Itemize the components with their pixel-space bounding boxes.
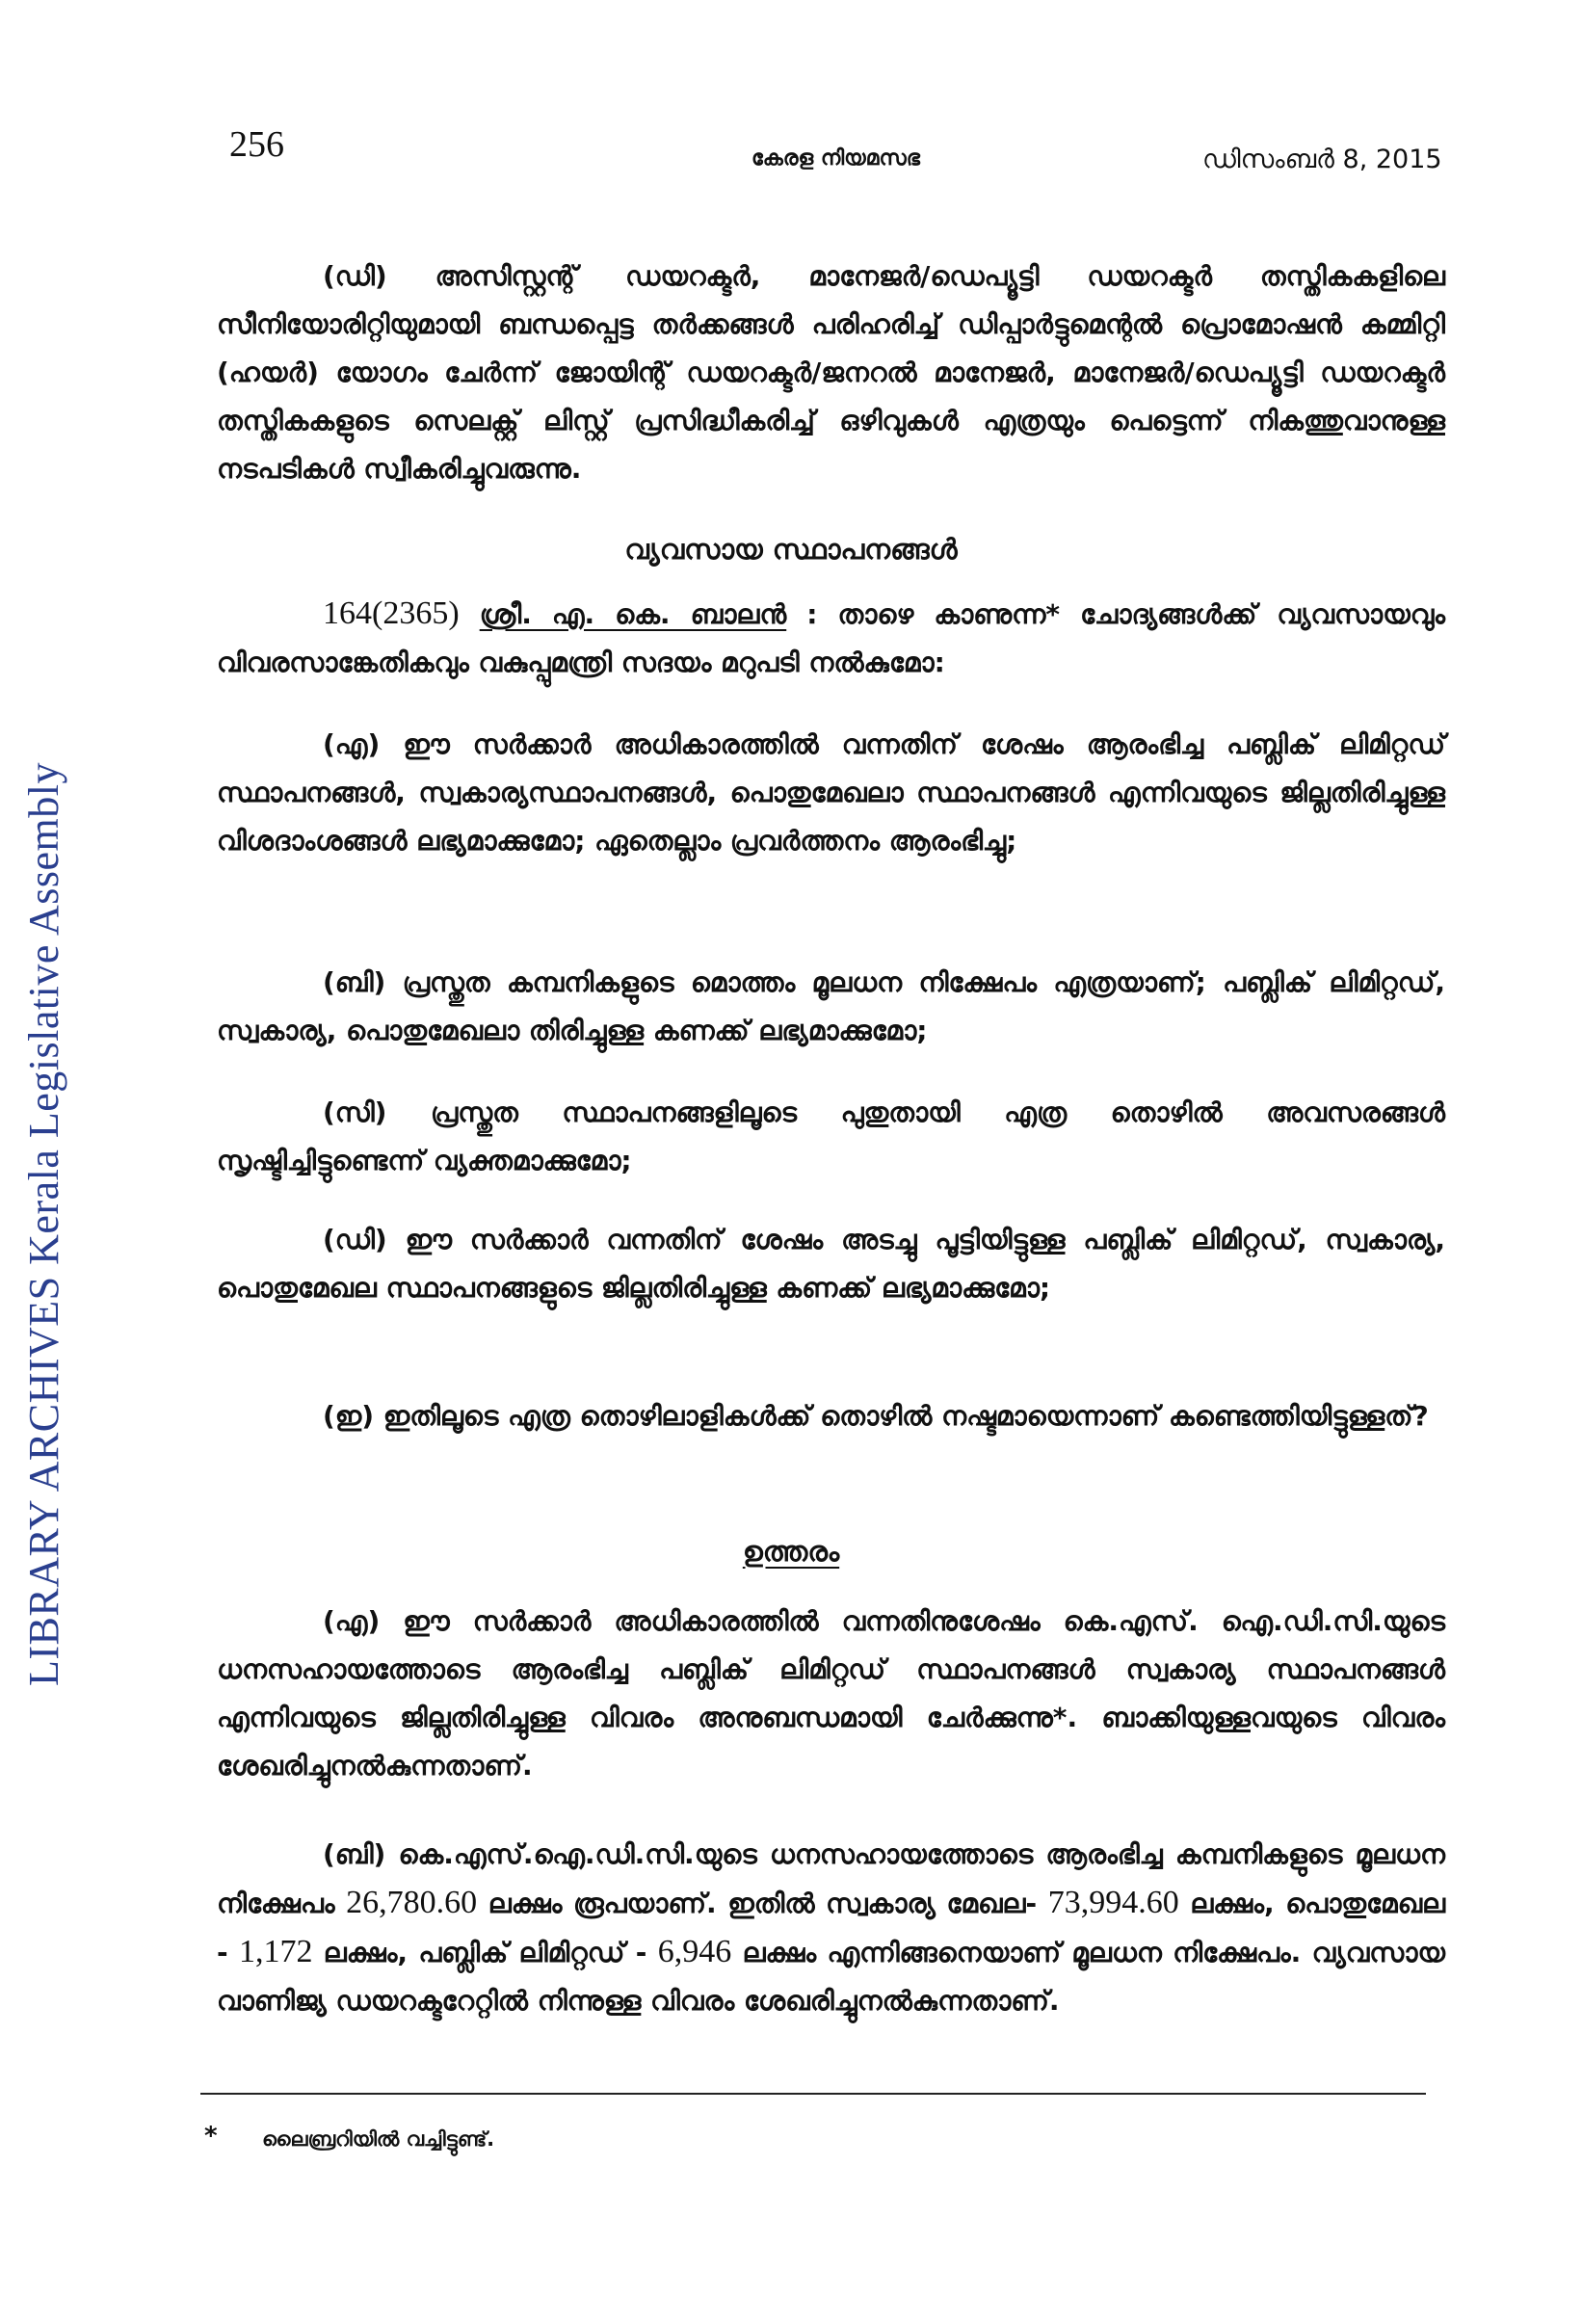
answer-part-a: (എ) ഈ സർക്കാർ അധികാരത്തിൽ വന്നതിനുശേഷം കെ.എസ്. ഐ.ഡി.സി.യുടെ ധനസഹായത്തോടെ ആരംഭിച്ച പബ്ലിക് ലിമിറ്റഡ് സ്ഥാപനങ്ങൾ സ്വകാര്യ സ്ഥാപനങ്ങൾ എന്നിവയുടെ ജില്ലതിരിച്ചുള്ള വിവരം അനുബന്ധമായി ചേർക്കുന്നു*. ബാക്കിയുള്ളവയുടെ വിവരം ശേഖരിച്ചുനൽകുന്നതാണ്. xyxy=(217,1605,1445,1782)
question-part-b: (ബി) പ്രസ്തുത കമ്പനികളുടെ മൊത്തം മൂലധന നിക്ഷേപം എത്രയാണ്; പബ്ലിക് ലിമിറ്റഡ്, സ്വകാര്യ, പൊതുമേഖലാ തിരിച്ചുള്ള കണക്ക് ലഭ്യമാക്കുമോ; xyxy=(217,966,1445,1046)
capital-limited: 6,946 xyxy=(657,1934,732,1969)
question-intro-text: : താഴെ കാണുന്ന* ചോദ്യങ്ങൾക്ക് വ്യവസായവും വിവരസാങ്കേതികവും വകുപ്പുമന്ത്രി സദയം മറുപടി നൽകുമോ: xyxy=(217,598,1446,678)
answer-part-b: (ബി) കെ.എസ്.ഐ.ഡി.സി.യുടെ ധനസഹായത്തോടെ ആരംഭിച്ച കമ്പനികളുടെ മൂലധന നിക്ഷേപം 26,780.60 ലക്ഷം രൂപയാണ്. ഇതിൽ സ്വകാര്യ മേഖല- 73,994.60 ലക്ഷം, പൊതുമേഖല - 1,172 ലക്ഷം, പബ്ലിക് ലിമിറ്റഡ് - 6,946 ലക്ഷം എന്നിങ്ങനെയാണ് മൂലധന നിക്ഷേപം. വ്യവസായ വാണിജ്യ ഡയറക്ടറേറ്റിൽ നിന്നുള്ള വിവരം ശേഖരിച്ചുനൽകുന്നതാണ്. xyxy=(217,1838,1446,2017)
archive-watermark: LIBRARY ARCHIVES Kerala Legislative Assembly xyxy=(20,762,67,1686)
answer-heading: ഉത്തരം xyxy=(742,1535,840,1568)
question-number: 164(2365) xyxy=(323,595,460,631)
question-intro xyxy=(217,590,1445,687)
question-part-e: (ഇ) ഇതിലൂടെ എത്ര തൊഴിലാളികൾക്ക് തൊഴിൽ നഷ്ടമായെന്നാണ് കണ്ടെത്തിയിട്ടുള്ളത്? xyxy=(323,1400,1429,1432)
capital-public: 1,172 xyxy=(238,1934,313,1969)
footnote-marker: * xyxy=(204,2122,218,2151)
capital-total: 26,780.60 xyxy=(346,1885,478,1920)
page-number: 256 xyxy=(229,124,284,165)
previous-answer-paragraph: (ഡി) അസിസ്റ്റന്റ് ഡയറക്ടർ, മാനേജർ/ഡെപ്യൂട്ടി ഡയറക്ടർ തസ്തികകളിലെ സീനിയോരിറ്റിയുമായി ബന്ധപ്പെട്ട തർക്കങ്ങൾ പരിഹരിച്ച് ഡിപ്പാർട്ടുമെന്റൽ പ്രൊമോഷൻ കമ്മിറ്റി (ഹയർ) യോഗം ചേർന്ന് ജോയിന്റ് ഡയറക്ടർ/ജനറൽ മാനേജർ, മാനേജർ/ഡെപ്യൂട്ടി ഡയറക്ടർ തസ്തികകളുടെ സെലക്റ്റ് ലിസ്റ്റ് പ്രസിദ്ധീകരിച്ച് ഒഴിവുകൾ എത്രയും പെട്ടെന്ന് നികത്തുവാനുള്ള നടപടികൾ സ്വീകരിച്ചുവരുന്നു. xyxy=(217,260,1445,485)
footnote-text: ലൈബ്രറിയിൽ വച്ചിട്ടുണ്ട്. xyxy=(262,2127,495,2151)
footnote-divider xyxy=(200,2093,1426,2095)
question-part-d: (ഡി) ഈ സർക്കാർ വന്നതിന് ശേഷം അടച്ചു പൂട്ടിയിട്ടുള്ള പബ്ലിക് ലിമിറ്റഡ്, സ്വകാര്യ, പൊതുമേഖല സ്ഥാപനങ്ങളുടെ ജില്ലതിരിച്ചുള്ള കണക്ക് ലഭ്യമാക്കുമോ; xyxy=(217,1224,1445,1304)
member-name: ശ്രീ. എ. കെ. ബാലൻ xyxy=(479,598,787,630)
header-title: കേരള നിയമസഭ xyxy=(751,146,920,171)
capital-private: 73,994.60 xyxy=(1047,1885,1179,1920)
header-date: ഡിസംബർ 8, 2015 xyxy=(1202,145,1442,174)
question-part-a: (എ) ഈ സർക്കാർ അധികാരത്തിൽ വന്നതിന് ശേഷം ആരംഭിച്ച പബ്ലിക് ലിമിറ്റഡ് സ്ഥാപനങ്ങൾ, സ്വകാര്യസ്ഥാപനങ്ങൾ, പൊതുമേഖലാ സ്ഥാപനങ്ങൾ എന്നിവയുടെ ജില്ലതിരിച്ചുള്ള വിശദാംശങ്ങൾ ലഭ്യമാക്കുമോ; ഏതെല്ലാം പ്രവർത്തനം ആരംഭിച്ചു; xyxy=(217,728,1445,857)
question-part-c: (സി) പ്രസ്തുത സ്ഥാപനങ്ങളിലൂടെ പുതുതായി എത്ര തൊഴിൽ അവസരങ്ങൾ സൃഷ്ടിച്ചിട്ടുണ്ടെന്ന് വ്യക്തമാക്കുമോ; xyxy=(217,1096,1445,1176)
section-title: വ്യവസായ സ്ഥാപനങ്ങൾ xyxy=(624,533,958,566)
